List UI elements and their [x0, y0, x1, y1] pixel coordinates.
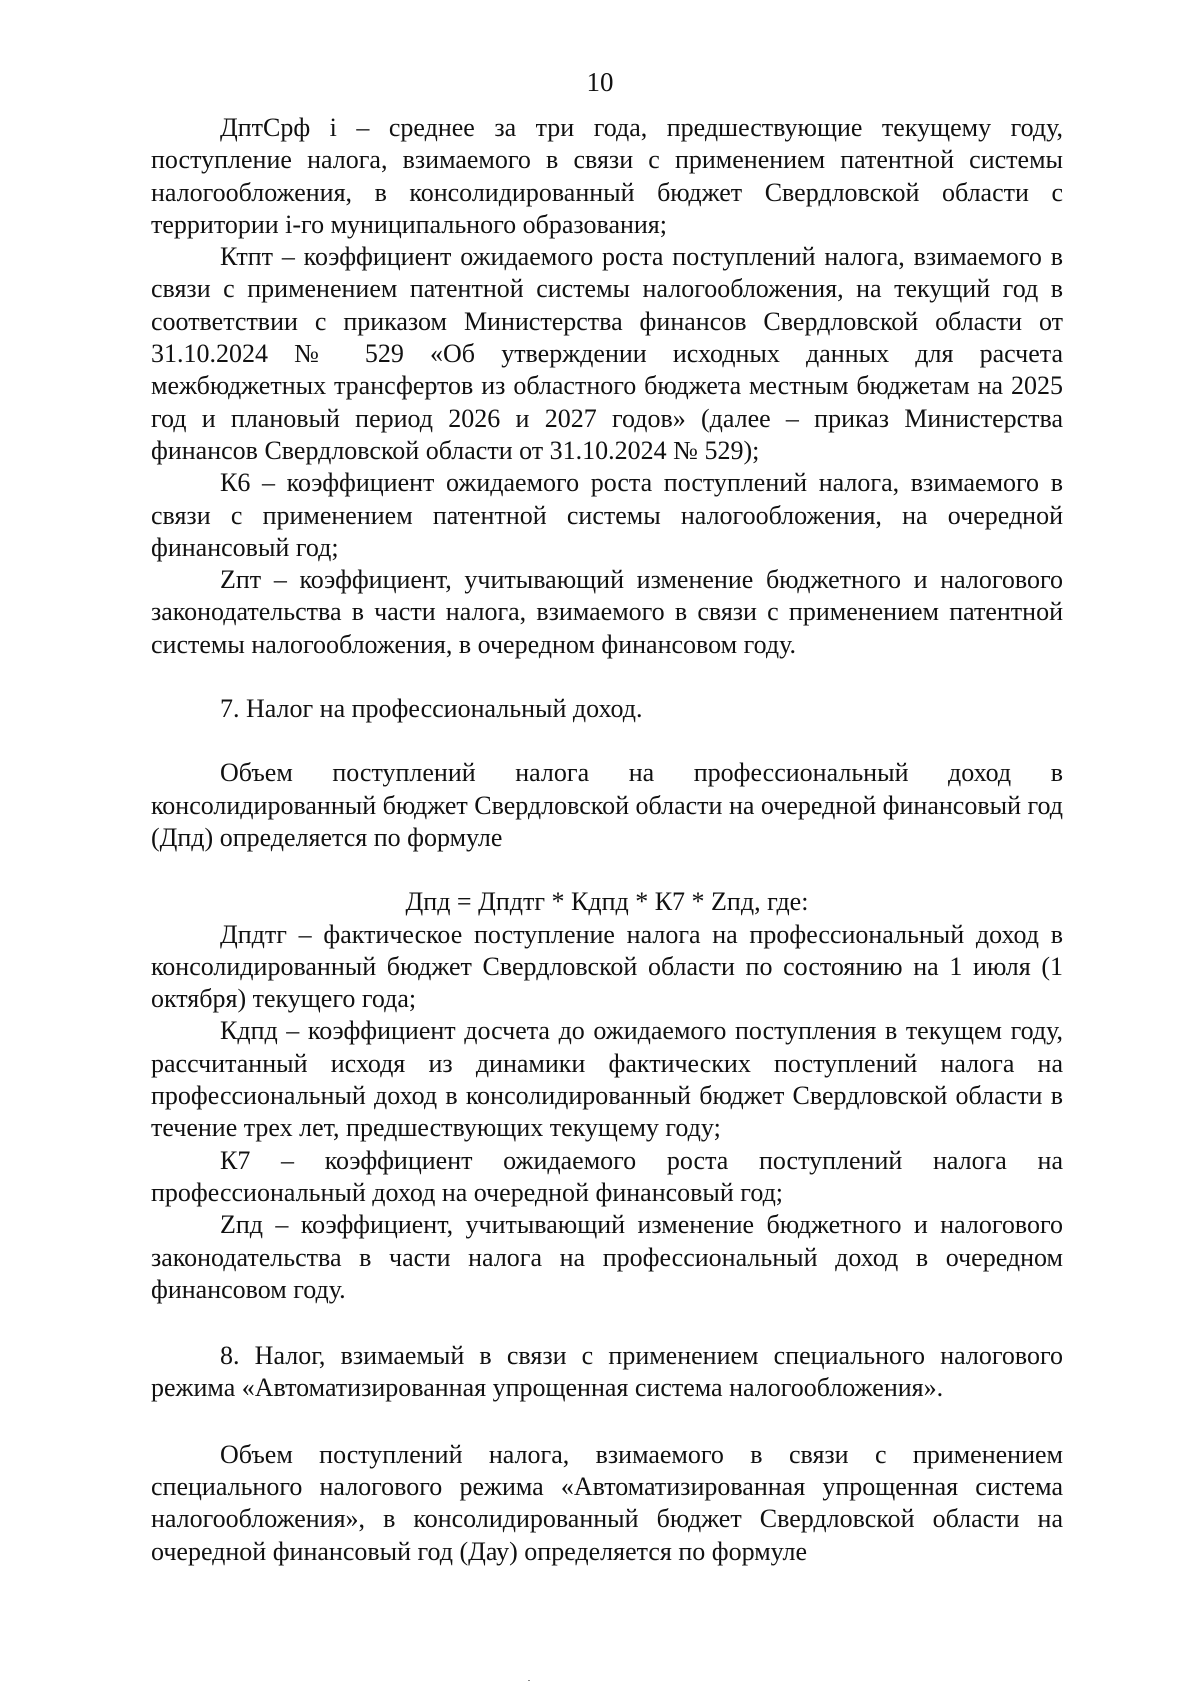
page-number: 10	[586, 67, 614, 97]
definition-k7: К7 – коэффициент ожидаемого роста поступлений налога на профессиональный доход на очередной финансовый год;	[151, 1145, 1063, 1207]
definition-ktpt: Ктпт – коэффициент ожидаемого роста поступлений налога, взимаемого в связи с применением патентной системы налогообложения, на текущий год в соответствии с приказом Министерства финансов Свердловской области от 31.10.2024 № 529 «Об утверждении исходных данных для расчета межбюджетных трансфертов из областного бюджета местным бюджетам на 2025 год и плановый период 2026 и 2027 годов» (далее – приказ Министерства финансов Свердловской области от 31.10.2024 № 529);	[151, 242, 1063, 465]
spacer	[151, 725, 1063, 757]
definition-dptsrf: ДптСрф i – среднее за три года, предшествующие текущему году, поступление налога, взимаемого в связи с применением патентной системы налогообложения, в консолидированный бюджет Свердловской области с территории i-го муниципального образования;	[151, 113, 1063, 239]
spacer	[151, 661, 1063, 693]
definition-dpdtg: Дпдтг – фактическое поступление налога на профессиональный доход в консолидированный бюджет Свердловской области по состоянию на 1 июля (1 октября) текущего года;	[151, 919, 1063, 1014]
spacer	[151, 1306, 1063, 1340]
section-heading-8: 8. Налог, взимаемый в связи с применением специального налогового режима «Автоматизированная упрощенная система налогообложения».	[151, 1341, 1063, 1403]
definition-zpt: Zпт – коэффициент, учитывающий изменение бюджетного и налогового законодательства в части налога, взимаемого в связи с применением патентной системы налогообложения, в очередном финансовом году.	[151, 565, 1063, 659]
definition-zpd: Zпд – коэффициент, учитывающий изменение бюджетного и налогового законодательства в части налога на профессиональный доход в очередном финансовом году.	[151, 1210, 1063, 1304]
section-7-intro: Объем поступлений налога на профессиональный доход в консолидированный бюджет Свердловской области на очередной финансовый год (Дпд) определяется по формуле	[151, 758, 1063, 852]
section-8-intro: Объем поступлений налога, взимаемого в связи с применением специального налогового режима «Автоматизированная упрощенная система налогообложения», в консолидированный бюджет Свердловской области на очередной финансовый год (Дау) определяется по формуле	[151, 1439, 1063, 1566]
formula-dpd: Дпд = Дпдтг * Кдпд * К7 * Zпд, где:	[405, 887, 809, 917]
definition-k6: К6 – коэффициент ожидаемого роста поступлений налога, взимаемого в связи с применением патентной системы налогообложения, на очередной финансовый год;	[151, 468, 1063, 562]
page-body	[151, 112, 1063, 1568]
definition-kdpd: Кдпд – коэффициент досчета до ожидаемого поступления в текущем году, рассчитанный исходя из динамики фактических поступлений налога на профессиональный доход в консолидированный бюджет Свердловской области в течение трех лет, предшествующих текущему году;	[151, 1016, 1063, 1143]
scan-dot	[528, 1680, 530, 1681]
section-heading-7: 7. Налог на профессиональный доход.	[220, 694, 643, 724]
spacer	[151, 1405, 1063, 1439]
spacer	[151, 854, 1063, 886]
